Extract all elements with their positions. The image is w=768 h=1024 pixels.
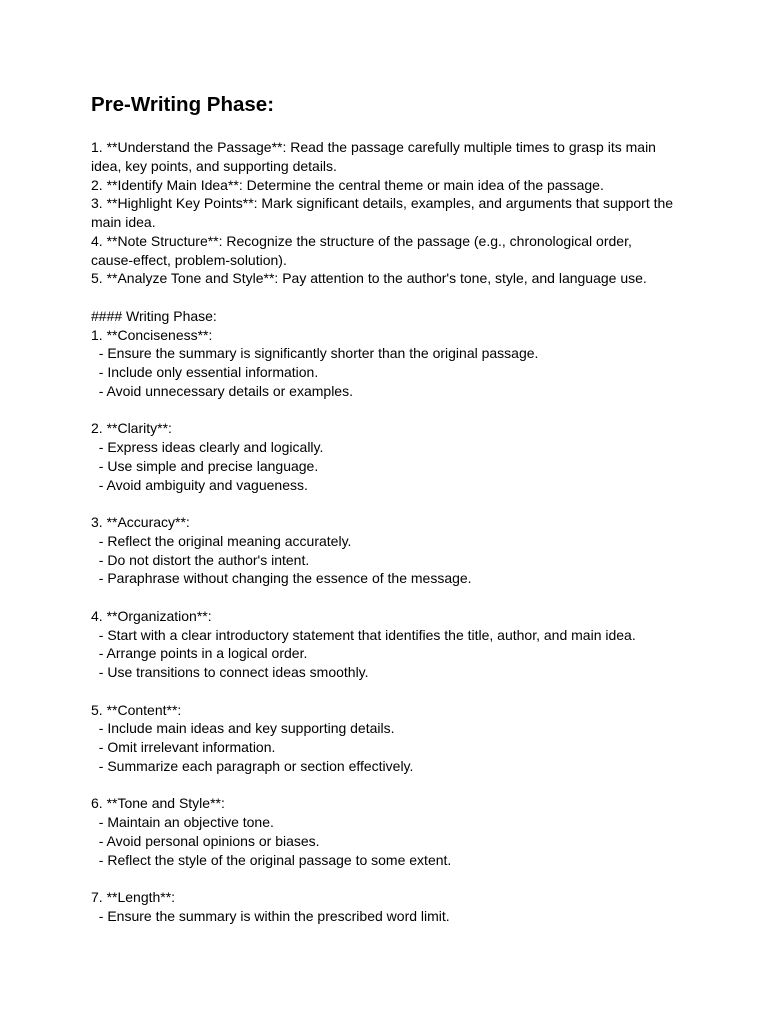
section-heading: 4. **Organization**: [91, 607, 212, 624]
section-heading: 6. **Tone and Style**: [91, 795, 225, 812]
section-item: - Express ideas clearly and logically. [91, 439, 324, 455]
section-item: - Paraphrase without changing the essence of the message. [91, 570, 472, 587]
section-heading: 3. **Accuracy**: [91, 514, 190, 530]
section-accuracy [91, 513, 691, 588]
section-item: - Avoid unnecessary details or examples. [91, 382, 353, 399]
section-item: - Omit irrelevant information. [91, 739, 276, 755]
spacer [91, 401, 691, 420]
page-title: Pre-Writing Phase: [91, 93, 275, 116]
pre-writing-line: 4. **Note Structure**: Recognize the structure of the passage (e.g., chronological order, [91, 232, 632, 249]
section-item: - Avoid ambiguity and vagueness. [91, 476, 308, 493]
section-organization [91, 607, 691, 682]
section-conciseness [91, 326, 691, 401]
pre-writing-line: cause-effect, problem-solution). [91, 251, 287, 268]
spacer [91, 494, 691, 513]
pre-writing-line: idea, key points, and supporting details. [91, 157, 337, 174]
pre-writing-line: 5. **Analyze Tone and Style**: Pay attention to the author's tone, style, and language use. [91, 270, 647, 287]
section-item: - Arrange points in a logical order. [91, 645, 308, 662]
pre-writing-list [91, 138, 691, 288]
section-item: - Use simple and precise language. [91, 457, 319, 474]
section-item: - Include main ideas and key supporting details. [91, 720, 395, 737]
pre-writing-line: 3. **Highlight Key Points**: Mark significant details, examples, and arguments that support the [91, 195, 674, 212]
section-item: - Reflect the style of the original passage to some extent. [91, 851, 452, 868]
section-heading: 5. **Content**: [91, 701, 182, 718]
pre-writing-line: main idea. [91, 214, 156, 230]
section-heading: 7. **Length**: [91, 889, 176, 905]
spacer [91, 776, 691, 795]
spacer [91, 682, 691, 701]
section-length [91, 888, 691, 926]
section-item: - Maintain an objective tone. [91, 814, 274, 830]
section-item: - Summarize each paragraph or section effectively. [91, 757, 414, 774]
section-item: - Reflect the original meaning accurately. [91, 532, 352, 549]
spacer [91, 288, 691, 307]
writing-phase-heading: #### Writing Phase: [91, 307, 217, 324]
spacer [91, 588, 691, 607]
section-item: - Do not distort the author's intent. [91, 551, 310, 568]
pre-writing-line: 1. **Understand the Passage**: Read the passage carefully multiple times to grasp its main [91, 139, 656, 155]
section-clarity [91, 419, 691, 494]
section-tone-and-style [91, 794, 691, 869]
section-content [91, 701, 691, 776]
section-heading: 1. **Conciseness**: [91, 326, 213, 343]
pre-writing-line: 2. **Identify Main Idea**: Determine the central theme or main idea of the passage. [91, 176, 604, 193]
document-body [91, 138, 691, 926]
section-item: - Start with a clear introductory statement that identifies the title, author, and main idea. [91, 626, 636, 643]
section-item: - Ensure the summary is within the prescribed word limit. [91, 907, 450, 924]
section-item: - Avoid personal opinions or biases. [91, 832, 320, 849]
spacer [91, 869, 691, 888]
section-item: - Use transitions to connect ideas smoothly. [91, 664, 369, 680]
section-heading: 2. **Clarity**: [91, 420, 172, 437]
section-item: - Include only essential information. [91, 364, 319, 380]
section-item: - Ensure the summary is significantly shorter than the original passage. [91, 345, 539, 362]
